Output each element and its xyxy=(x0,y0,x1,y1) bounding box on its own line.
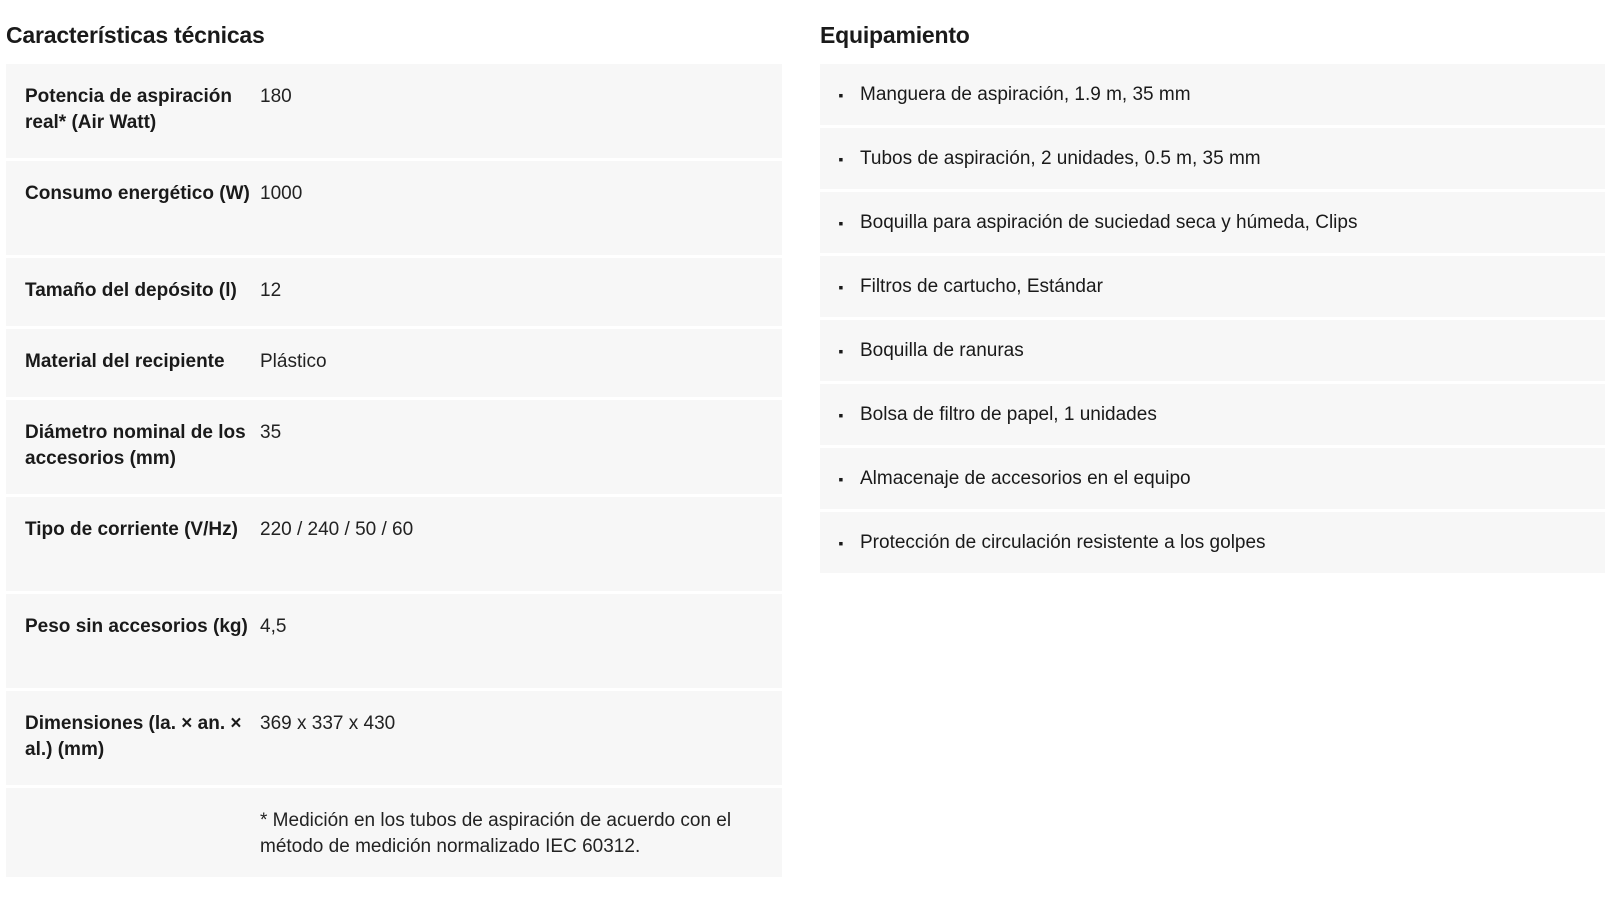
spec-value: 1000 xyxy=(260,183,303,204)
list-item xyxy=(820,512,1605,576)
footnote-text: * Medición en los tubos de aspiración de acuerdo con el método de medición normalizado IEC 60312. xyxy=(260,810,732,857)
bullet-icon: ▪ xyxy=(838,214,844,231)
table-row xyxy=(6,594,782,691)
list-item xyxy=(820,192,1605,256)
spec-label: Diámetro nominal de los accesorios (mm) xyxy=(25,422,246,469)
spec-value: 220 / 240 / 50 / 60 xyxy=(260,519,414,540)
bullet-icon: ▪ xyxy=(838,342,844,359)
equipment-item-text: Almacenaje de accesorios en el equipo xyxy=(860,467,1191,489)
equipment-item-text: Protección de circulación resistente a los golpes xyxy=(860,531,1266,553)
footnote-spacer xyxy=(6,788,260,877)
equipment-item-text: Filtros de cartucho, Estándar xyxy=(860,275,1103,297)
spec-label: Peso sin accesorios (kg) xyxy=(25,616,248,637)
spec-label: Consumo energético (W) xyxy=(25,183,250,204)
table-row xyxy=(6,258,782,329)
list-item xyxy=(820,448,1605,512)
spec-label: Tamaño del depósito (l) xyxy=(25,280,237,301)
spec-value: 12 xyxy=(260,280,282,301)
table-row xyxy=(6,161,782,258)
equipment-list xyxy=(820,64,1605,576)
spec-value: 4,5 xyxy=(260,616,287,637)
table-row xyxy=(6,329,782,400)
table-row xyxy=(6,400,782,497)
spec-label: Potencia de aspiración real* (Air Watt) xyxy=(25,86,232,133)
equipment-item-text: Manguera de aspiración, 1.9 m, 35 mm xyxy=(860,83,1191,105)
table-row xyxy=(6,64,782,161)
spec-value: 35 xyxy=(260,422,282,443)
bullet-icon: ▪ xyxy=(838,406,844,423)
bullet-icon: ▪ xyxy=(838,86,844,103)
equipment-section xyxy=(820,0,1605,576)
specs-section xyxy=(6,0,782,880)
equipment-item-text: Bolsa de filtro de papel, 1 unidades xyxy=(860,403,1157,425)
list-item xyxy=(820,256,1605,320)
list-item xyxy=(820,384,1605,448)
spec-value: Plástico xyxy=(260,351,327,372)
spec-label: Material del recipiente xyxy=(25,351,225,372)
list-item xyxy=(820,128,1605,192)
bullet-icon: ▪ xyxy=(838,470,844,487)
spec-label: Tipo de corriente (V/Hz) xyxy=(25,519,238,540)
spec-label: Dimensiones (la. × an. × al.) (mm) xyxy=(25,713,242,760)
table-row xyxy=(6,497,782,594)
specs-title: Características técnicas xyxy=(6,22,265,48)
equipment-item-text: Boquilla de ranuras xyxy=(860,339,1024,361)
table-row xyxy=(6,691,782,788)
equipment-item-text: Boquilla para aspiración de suciedad seca y húmeda, Clips xyxy=(860,211,1358,233)
specs-table xyxy=(6,64,782,880)
equipment-item-text: Tubos de aspiración, 2 unidades, 0.5 m, 35 mm xyxy=(860,147,1261,169)
list-item xyxy=(820,64,1605,128)
list-item xyxy=(820,320,1605,384)
equipment-title: Equipamiento xyxy=(820,22,970,48)
bullet-icon: ▪ xyxy=(838,534,844,551)
spec-value: 180 xyxy=(260,86,292,107)
spec-value: 369 x 337 x 430 xyxy=(260,713,396,734)
bullet-icon: ▪ xyxy=(838,278,844,295)
footnote-row xyxy=(6,788,782,880)
bullet-icon: ▪ xyxy=(838,150,844,167)
